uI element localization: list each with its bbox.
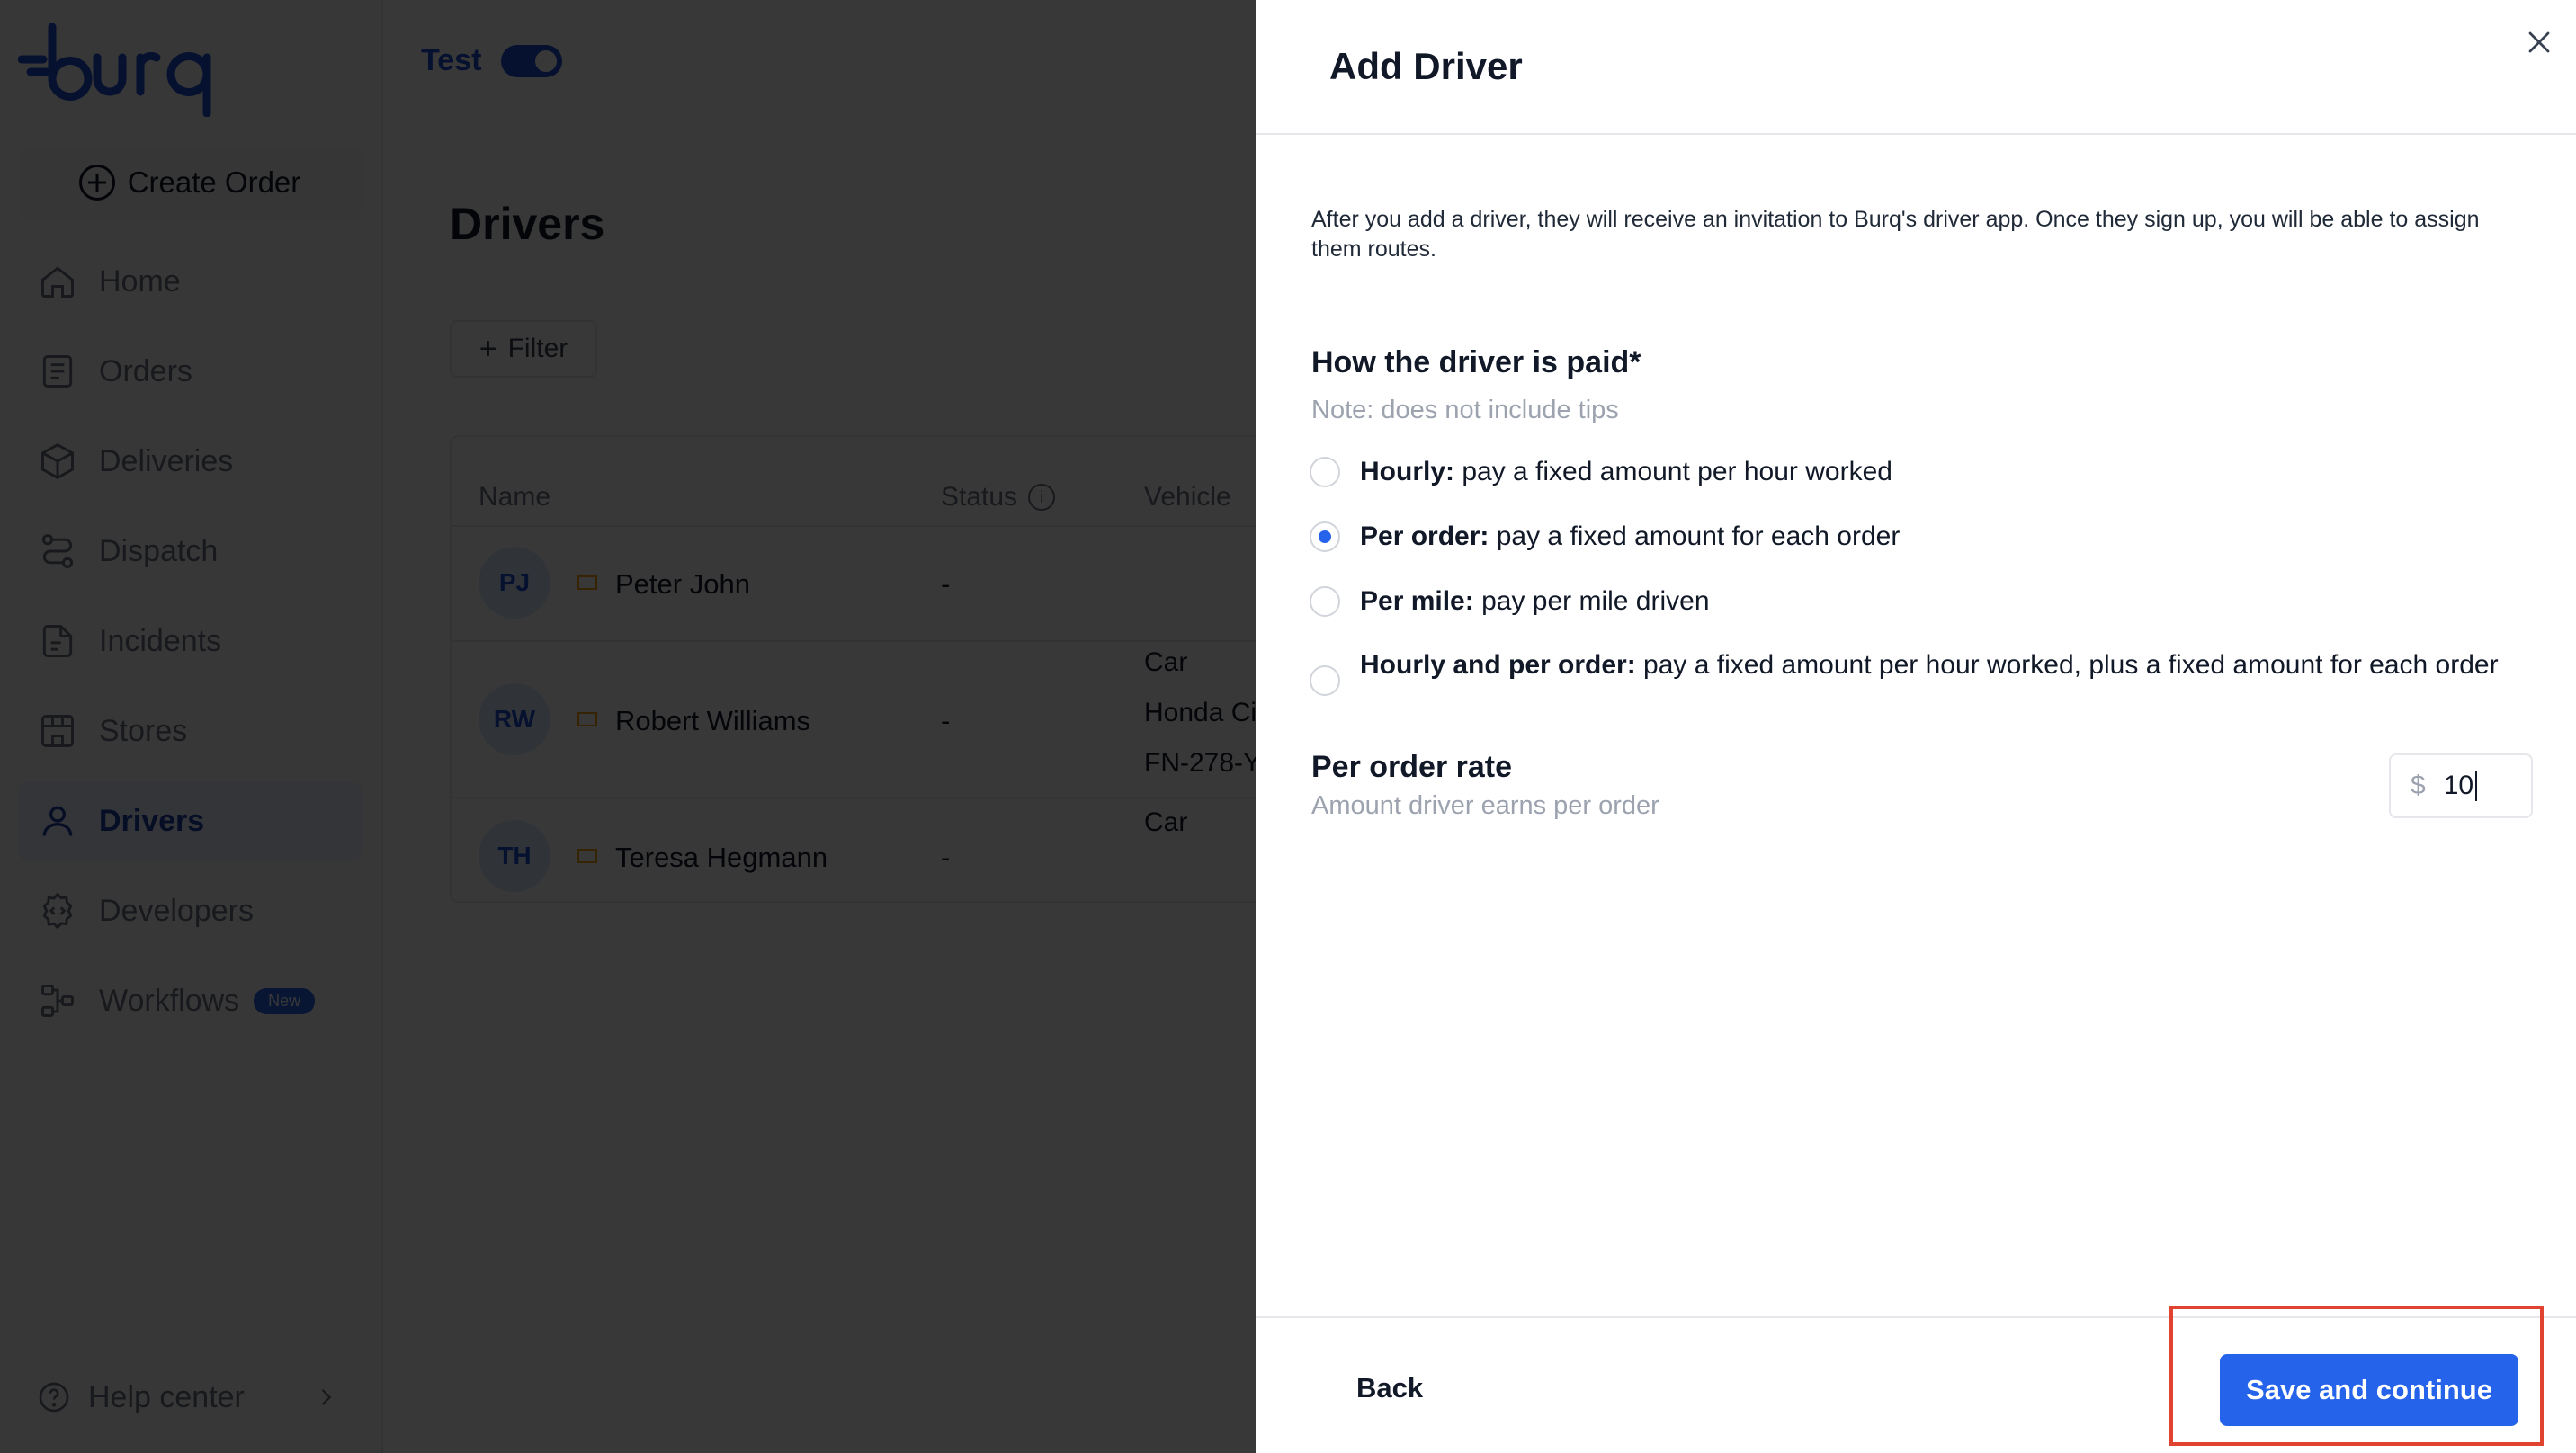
pay-type-note: Note: does not include tips (1311, 396, 1619, 424)
radio-button[interactable] (1310, 665, 1340, 696)
add-driver-panel (1256, 0, 2576, 1453)
pay-option-hourly[interactable] (1310, 459, 2533, 487)
rate-title: Per order rate (1311, 750, 1512, 784)
panel-title: Add Driver (1329, 45, 1523, 87)
panel-header (1256, 0, 2576, 135)
option-label-text: pay a fixed amount per hour worked, plus a fixed amount for each order (1635, 650, 2499, 680)
per-order-rate-input[interactable] (2389, 753, 2533, 818)
pay-type-title: How the driver is paid* (1311, 345, 1641, 379)
option-label-bold: Per mile: (1360, 586, 1474, 616)
highlight-box (2169, 1306, 2544, 1446)
pay-option-hourly-and-per-order[interactable] (1310, 650, 2533, 696)
back-button[interactable]: Back (1356, 1372, 1424, 1404)
close-icon[interactable] (2526, 29, 2553, 56)
rate-subtitle: Amount driver earns per order (1311, 791, 1659, 820)
rate-value[interactable]: 10 (2444, 771, 2477, 801)
modal-backdrop[interactable] (0, 0, 1256, 1453)
option-label (1360, 650, 2499, 680)
option-label-bold: Hourly and per order: (1360, 650, 1636, 680)
option-label (1360, 588, 1710, 615)
option-label (1360, 459, 1892, 486)
option-label (1360, 523, 1900, 550)
radio-button-selected[interactable] (1310, 521, 1340, 552)
option-label-text: pay a fixed amount per hour worked (1454, 457, 1892, 486)
option-label-text: pay per mile driven (1473, 586, 1710, 616)
option-label-bold: Hourly: (1360, 457, 1454, 486)
pay-option-per-mile[interactable] (1310, 588, 2533, 617)
save-and-continue-button[interactable]: Save and continue (2220, 1354, 2518, 1426)
option-label-bold: Per order: (1360, 521, 1489, 551)
option-label-text: pay a fixed amount for each order (1489, 521, 1901, 551)
intro-text: After you add a driver, they will receive an invitation to Burq's driver app. Once they sign up, you will be able to assign them routes. (1311, 207, 2480, 262)
radio-button[interactable] (1310, 457, 1340, 487)
pay-option-per-order[interactable] (1310, 523, 2533, 552)
radio-button[interactable] (1310, 586, 1340, 617)
currency-symbol: $ (2411, 771, 2426, 800)
